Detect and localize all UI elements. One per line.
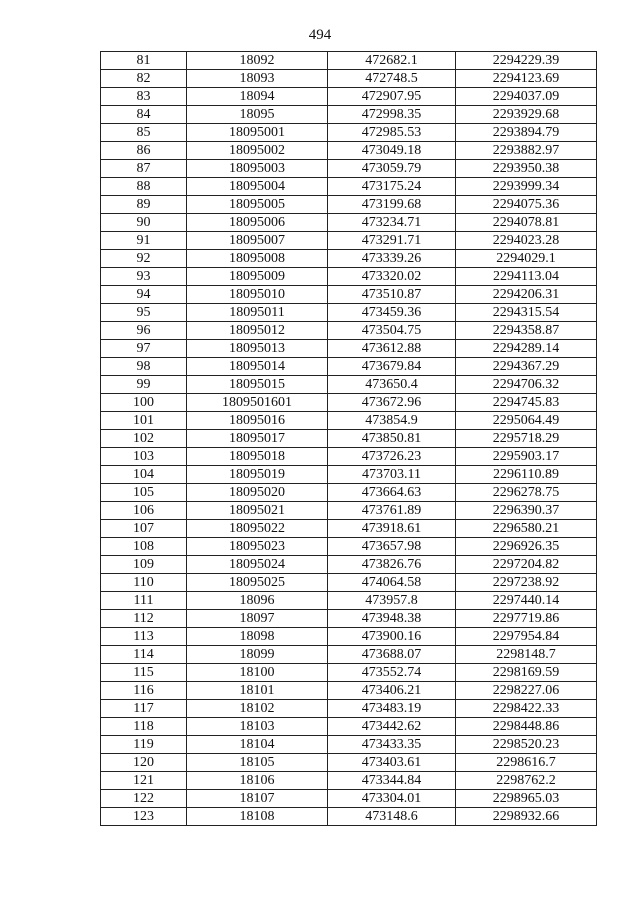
point-id-cell: 18103 — [187, 718, 328, 736]
table-row — [101, 772, 597, 790]
row-index-cell: 120 — [101, 754, 187, 772]
x-coordinate-cell: 473442.62 — [328, 718, 456, 736]
coordinates-table — [100, 51, 597, 826]
point-id-cell: 18102 — [187, 700, 328, 718]
y-coordinate-cell: 2293999.34 — [456, 178, 597, 196]
row-index-cell: 105 — [101, 484, 187, 502]
table-row — [101, 412, 597, 430]
row-index-cell: 90 — [101, 214, 187, 232]
table-row — [101, 358, 597, 376]
x-coordinate-cell: 473657.98 — [328, 538, 456, 556]
y-coordinate-cell: 2293950.38 — [456, 160, 597, 178]
x-coordinate-cell: 473948.38 — [328, 610, 456, 628]
y-coordinate-cell: 2296278.75 — [456, 484, 597, 502]
table-row — [101, 736, 597, 754]
point-id-cell: 18108 — [187, 808, 328, 826]
row-index-cell: 81 — [101, 52, 187, 70]
x-coordinate-cell: 472998.35 — [328, 106, 456, 124]
table-row — [101, 718, 597, 736]
x-coordinate-cell: 473406.21 — [328, 682, 456, 700]
y-coordinate-cell: 2297719.86 — [456, 610, 597, 628]
point-id-cell: 18095005 — [187, 196, 328, 214]
x-coordinate-cell: 472907.95 — [328, 88, 456, 106]
point-id-cell: 18095006 — [187, 214, 328, 232]
row-index-cell: 113 — [101, 628, 187, 646]
x-coordinate-cell: 473504.75 — [328, 322, 456, 340]
x-coordinate-cell: 473433.35 — [328, 736, 456, 754]
point-id-cell: 18095024 — [187, 556, 328, 574]
point-id-cell: 18095013 — [187, 340, 328, 358]
point-id-cell: 18095018 — [187, 448, 328, 466]
point-id-cell: 18104 — [187, 736, 328, 754]
point-id-cell: 18096 — [187, 592, 328, 610]
table-row — [101, 448, 597, 466]
row-index-cell: 106 — [101, 502, 187, 520]
point-id-cell: 18095014 — [187, 358, 328, 376]
point-id-cell: 18095009 — [187, 268, 328, 286]
y-coordinate-cell: 2294029.1 — [456, 250, 597, 268]
row-index-cell: 88 — [101, 178, 187, 196]
row-index-cell: 119 — [101, 736, 187, 754]
table-row — [101, 340, 597, 358]
row-index-cell: 110 — [101, 574, 187, 592]
table-row — [101, 646, 597, 664]
x-coordinate-cell: 473304.01 — [328, 790, 456, 808]
y-coordinate-cell: 2298762.2 — [456, 772, 597, 790]
row-index-cell: 108 — [101, 538, 187, 556]
row-index-cell: 82 — [101, 70, 187, 88]
point-id-cell: 18107 — [187, 790, 328, 808]
table-row — [101, 430, 597, 448]
point-id-cell: 18095007 — [187, 232, 328, 250]
table-row — [101, 142, 597, 160]
point-id-cell: 18095002 — [187, 142, 328, 160]
point-id-cell: 18095021 — [187, 502, 328, 520]
x-coordinate-cell: 473826.76 — [328, 556, 456, 574]
table-row — [101, 556, 597, 574]
x-coordinate-cell: 473552.74 — [328, 664, 456, 682]
x-coordinate-cell: 473957.8 — [328, 592, 456, 610]
row-index-cell: 107 — [101, 520, 187, 538]
point-id-cell: 18094 — [187, 88, 328, 106]
row-index-cell: 123 — [101, 808, 187, 826]
row-index-cell: 122 — [101, 790, 187, 808]
table-row — [101, 322, 597, 340]
x-coordinate-cell: 474064.58 — [328, 574, 456, 592]
y-coordinate-cell: 2297954.84 — [456, 628, 597, 646]
row-index-cell: 91 — [101, 232, 187, 250]
table-row — [101, 304, 597, 322]
row-index-cell: 112 — [101, 610, 187, 628]
y-coordinate-cell: 2293929.68 — [456, 106, 597, 124]
point-id-cell: 18095003 — [187, 160, 328, 178]
x-coordinate-cell: 473761.89 — [328, 502, 456, 520]
point-id-cell: 18095012 — [187, 322, 328, 340]
x-coordinate-cell: 473148.6 — [328, 808, 456, 826]
point-id-cell: 18105 — [187, 754, 328, 772]
row-index-cell: 100 — [101, 394, 187, 412]
row-index-cell: 93 — [101, 268, 187, 286]
table-row — [101, 196, 597, 214]
point-id-cell: 18101 — [187, 682, 328, 700]
table-row — [101, 502, 597, 520]
point-id-cell: 18106 — [187, 772, 328, 790]
x-coordinate-cell: 472748.5 — [328, 70, 456, 88]
x-coordinate-cell: 473726.23 — [328, 448, 456, 466]
table-row — [101, 178, 597, 196]
row-index-cell: 97 — [101, 340, 187, 358]
y-coordinate-cell: 2298616.7 — [456, 754, 597, 772]
point-id-cell: 18097 — [187, 610, 328, 628]
x-coordinate-cell: 473059.79 — [328, 160, 456, 178]
row-index-cell: 84 — [101, 106, 187, 124]
row-index-cell: 83 — [101, 88, 187, 106]
x-coordinate-cell: 473612.88 — [328, 340, 456, 358]
y-coordinate-cell: 2293882.97 — [456, 142, 597, 160]
row-index-cell: 102 — [101, 430, 187, 448]
x-coordinate-cell: 473459.36 — [328, 304, 456, 322]
row-index-cell: 114 — [101, 646, 187, 664]
y-coordinate-cell: 2294745.83 — [456, 394, 597, 412]
row-index-cell: 117 — [101, 700, 187, 718]
row-index-cell: 98 — [101, 358, 187, 376]
y-coordinate-cell: 2297204.82 — [456, 556, 597, 574]
y-coordinate-cell: 2294289.14 — [456, 340, 597, 358]
x-coordinate-cell: 473850.81 — [328, 430, 456, 448]
table-row — [101, 808, 597, 826]
point-id-cell: 18095019 — [187, 466, 328, 484]
x-coordinate-cell: 473510.87 — [328, 286, 456, 304]
table-row — [101, 466, 597, 484]
table-row — [101, 394, 597, 412]
y-coordinate-cell: 2295718.29 — [456, 430, 597, 448]
y-coordinate-cell: 2296580.21 — [456, 520, 597, 538]
x-coordinate-cell: 473344.84 — [328, 772, 456, 790]
x-coordinate-cell: 473918.61 — [328, 520, 456, 538]
table-row — [101, 376, 597, 394]
x-coordinate-cell: 473320.02 — [328, 268, 456, 286]
row-index-cell: 103 — [101, 448, 187, 466]
table-row — [101, 520, 597, 538]
row-index-cell: 104 — [101, 466, 187, 484]
row-index-cell: 116 — [101, 682, 187, 700]
table-row — [101, 52, 597, 70]
x-coordinate-cell: 473672.96 — [328, 394, 456, 412]
y-coordinate-cell: 2298932.66 — [456, 808, 597, 826]
x-coordinate-cell: 473900.16 — [328, 628, 456, 646]
table-row — [101, 232, 597, 250]
row-index-cell: 96 — [101, 322, 187, 340]
row-index-cell: 92 — [101, 250, 187, 268]
x-coordinate-cell: 472985.53 — [328, 124, 456, 142]
point-id-cell: 18095022 — [187, 520, 328, 538]
y-coordinate-cell: 2298448.86 — [456, 718, 597, 736]
page-number: 494 — [308, 27, 332, 43]
table-row — [101, 628, 597, 646]
x-coordinate-cell: 473339.26 — [328, 250, 456, 268]
point-id-cell: 18093 — [187, 70, 328, 88]
point-id-cell: 18095004 — [187, 178, 328, 196]
point-id-cell: 18099 — [187, 646, 328, 664]
y-coordinate-cell: 2294037.09 — [456, 88, 597, 106]
y-coordinate-cell: 2294229.39 — [456, 52, 597, 70]
table-row — [101, 124, 597, 142]
y-coordinate-cell: 2294113.04 — [456, 268, 597, 286]
y-coordinate-cell: 2294123.69 — [456, 70, 597, 88]
point-id-cell: 18095015 — [187, 376, 328, 394]
table-row — [101, 88, 597, 106]
x-coordinate-cell: 473664.63 — [328, 484, 456, 502]
y-coordinate-cell: 2296926.35 — [456, 538, 597, 556]
table-row — [101, 106, 597, 124]
x-coordinate-cell: 473049.18 — [328, 142, 456, 160]
x-coordinate-cell: 473854.9 — [328, 412, 456, 430]
row-index-cell: 87 — [101, 160, 187, 178]
table-row — [101, 574, 597, 592]
x-coordinate-cell: 473175.24 — [328, 178, 456, 196]
x-coordinate-cell: 473199.68 — [328, 196, 456, 214]
point-id-cell: 18095 — [187, 106, 328, 124]
table-row — [101, 592, 597, 610]
row-index-cell: 101 — [101, 412, 187, 430]
table-row — [101, 250, 597, 268]
y-coordinate-cell: 2294078.81 — [456, 214, 597, 232]
y-coordinate-cell: 2298422.33 — [456, 700, 597, 718]
row-index-cell: 118 — [101, 718, 187, 736]
x-coordinate-cell: 473483.19 — [328, 700, 456, 718]
row-index-cell: 115 — [101, 664, 187, 682]
table-row — [101, 160, 597, 178]
point-id-cell: 18100 — [187, 664, 328, 682]
table-row — [101, 790, 597, 808]
point-id-cell: 18098 — [187, 628, 328, 646]
y-coordinate-cell: 2296110.89 — [456, 466, 597, 484]
row-index-cell: 95 — [101, 304, 187, 322]
table-row — [101, 70, 597, 88]
table-row — [101, 286, 597, 304]
y-coordinate-cell: 2298227.06 — [456, 682, 597, 700]
point-id-cell: 18095023 — [187, 538, 328, 556]
point-id-cell: 1809501601 — [187, 394, 328, 412]
row-index-cell: 85 — [101, 124, 187, 142]
point-id-cell: 18095008 — [187, 250, 328, 268]
row-index-cell: 89 — [101, 196, 187, 214]
table-row — [101, 664, 597, 682]
x-coordinate-cell: 472682.1 — [328, 52, 456, 70]
y-coordinate-cell: 2294315.54 — [456, 304, 597, 322]
table-row — [101, 214, 597, 232]
point-id-cell: 18095017 — [187, 430, 328, 448]
row-index-cell: 121 — [101, 772, 187, 790]
row-index-cell: 86 — [101, 142, 187, 160]
row-index-cell: 99 — [101, 376, 187, 394]
table-row — [101, 682, 597, 700]
y-coordinate-cell: 2297440.14 — [456, 592, 597, 610]
x-coordinate-cell: 473291.71 — [328, 232, 456, 250]
point-id-cell: 18095016 — [187, 412, 328, 430]
y-coordinate-cell: 2294367.29 — [456, 358, 597, 376]
table-row — [101, 484, 597, 502]
x-coordinate-cell: 473403.61 — [328, 754, 456, 772]
row-index-cell: 111 — [101, 592, 187, 610]
y-coordinate-cell: 2294358.87 — [456, 322, 597, 340]
x-coordinate-cell: 473234.71 — [328, 214, 456, 232]
table-row — [101, 610, 597, 628]
point-id-cell: 18092 — [187, 52, 328, 70]
y-coordinate-cell: 2294023.28 — [456, 232, 597, 250]
table-body — [101, 52, 597, 826]
x-coordinate-cell: 473650.4 — [328, 376, 456, 394]
table-row — [101, 754, 597, 772]
y-coordinate-cell: 2298169.59 — [456, 664, 597, 682]
y-coordinate-cell: 2298520.23 — [456, 736, 597, 754]
y-coordinate-cell: 2295903.17 — [456, 448, 597, 466]
y-coordinate-cell: 2298148.7 — [456, 646, 597, 664]
table-row — [101, 700, 597, 718]
point-id-cell: 18095020 — [187, 484, 328, 502]
table-row — [101, 268, 597, 286]
point-id-cell: 18095010 — [187, 286, 328, 304]
y-coordinate-cell: 2297238.92 — [456, 574, 597, 592]
x-coordinate-cell: 473688.07 — [328, 646, 456, 664]
row-index-cell: 109 — [101, 556, 187, 574]
point-id-cell: 18095001 — [187, 124, 328, 142]
x-coordinate-cell: 473703.11 — [328, 466, 456, 484]
row-index-cell: 94 — [101, 286, 187, 304]
y-coordinate-cell: 2296390.37 — [456, 502, 597, 520]
point-id-cell: 18095025 — [187, 574, 328, 592]
y-coordinate-cell: 2298965.03 — [456, 790, 597, 808]
x-coordinate-cell: 473679.84 — [328, 358, 456, 376]
y-coordinate-cell: 2294706.32 — [456, 376, 597, 394]
y-coordinate-cell: 2294206.31 — [456, 286, 597, 304]
y-coordinate-cell: 2295064.49 — [456, 412, 597, 430]
point-id-cell: 18095011 — [187, 304, 328, 322]
y-coordinate-cell: 2294075.36 — [456, 196, 597, 214]
y-coordinate-cell: 2293894.79 — [456, 124, 597, 142]
table-row — [101, 538, 597, 556]
